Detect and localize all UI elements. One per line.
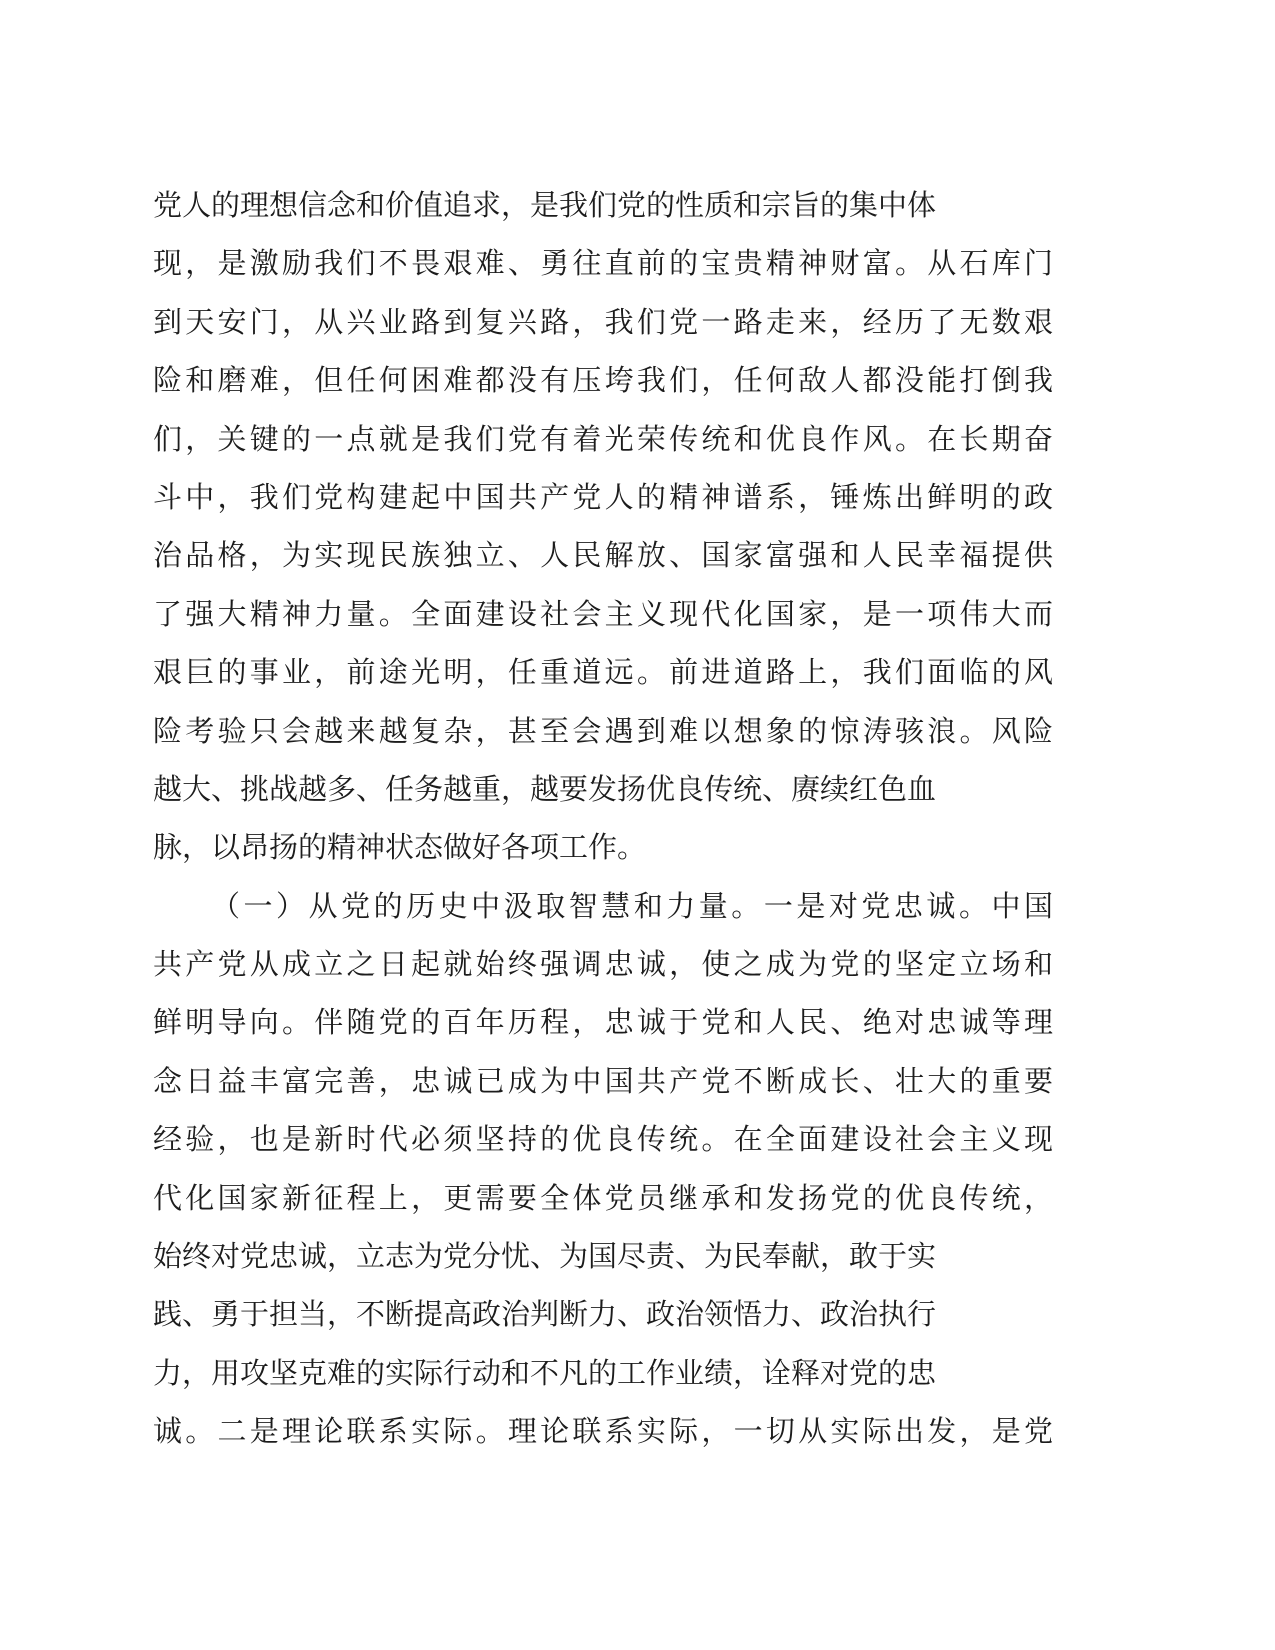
- paragraph-heading-line: （一）从党的历史中汲取智慧和力量。一是对党忠诚。中国: [211, 888, 1053, 923]
- text-line: 斗中，我们党构建起中国共产党人的精神谱系，锤炼出鲜明的政: [153, 479, 1053, 514]
- text-line: 脉，以昂扬的精神状态做好各项工作。: [153, 830, 647, 865]
- body-text: [153, 176, 1053, 1461]
- text-line: 治品格，为实现民族独立、人民解放、国家富强和人民幸福提供: [153, 538, 1053, 573]
- text-line: 鲜明导向。伴随党的百年历程，忠诚于党和人民、绝对忠诚等理: [153, 1005, 1053, 1040]
- text-line: 始终对党忠诚，立志为党分忧、为国尽责、为民奉献，敢于实: [153, 1239, 937, 1274]
- text-line: 共产党从成立之日起就始终强调忠诚，使之成为党的坚定立场和: [153, 947, 1053, 982]
- text-line: 了强大精神力量。全面建设社会主义现代化国家，是一项伟大而: [153, 596, 1053, 631]
- text-line: 践、勇于担当，不断提高政治判断力、政治领悟力、政治执行: [153, 1297, 937, 1332]
- text-line: 党人的理想信念和价值追求，是我们党的性质和宗旨的集中体: [153, 188, 937, 222]
- text-line: 力，用攻坚克难的实际行动和不凡的工作业绩，诠释对党的忠: [153, 1355, 937, 1390]
- text-line: 越大、挑战越多、任务越重，越要发扬优良传统、赓续红色血: [153, 771, 937, 806]
- text-line: 诚。二是理论联系实际。理论联系实际，一切从实际出发，是党: [153, 1414, 1053, 1449]
- text-line: 险和磨难，但任何困难都没有压垮我们，任何敌人都没能打倒我: [153, 363, 1053, 398]
- text-line: 念日益丰富完善，忠诚已成为中国共产党不断成长、壮大的重要: [153, 1063, 1053, 1098]
- text-line: 们，关键的一点就是我们党有着光荣传统和优良作风。在长期奋: [153, 421, 1053, 456]
- text-line: 险考验只会越来越复杂，甚至会遇到难以想象的惊涛骇浪。风险: [153, 713, 1053, 748]
- text-line: 经验，也是新时代必须坚持的优良传统。在全面建设社会主义现: [153, 1122, 1053, 1157]
- text-line: 代化国家新征程上，更需要全体党员继承和发扬党的优良传统，: [153, 1180, 1053, 1215]
- text-line: 到天安门，从兴业路到复兴路，我们党一路走来，经历了无数艰: [153, 304, 1053, 339]
- text-line: 艰巨的事业，前途光明，任重道远。前进道路上，我们面临的风: [153, 655, 1053, 690]
- text-line: 现，是激励我们不畏艰难、勇往直前的宝贵精神财富。从石库门: [153, 246, 1053, 281]
